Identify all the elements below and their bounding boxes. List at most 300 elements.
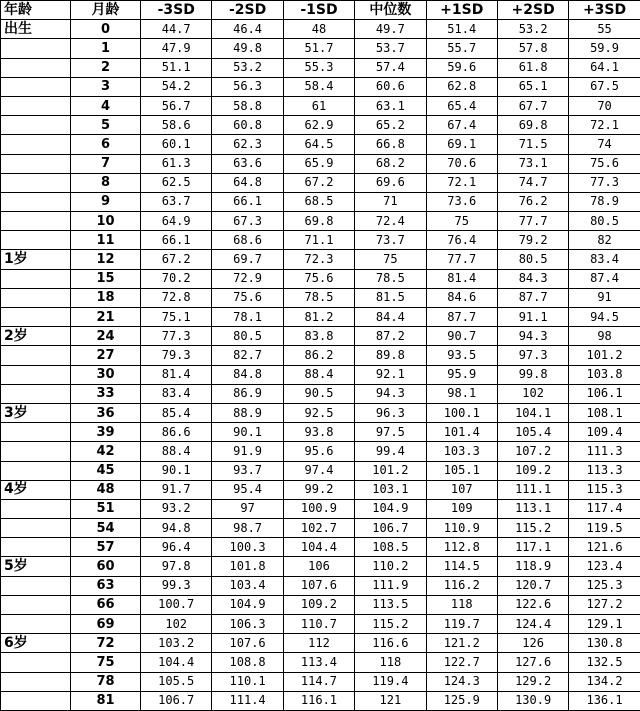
table-row xyxy=(1,403,640,422)
value-cell: 59.9 xyxy=(569,39,640,58)
value-cell: 115.3 xyxy=(569,480,640,499)
value-cell: 70 xyxy=(569,96,640,115)
value-cell: 101.4 xyxy=(426,423,497,442)
age-year-cell: 5岁 xyxy=(1,557,71,576)
value-cell: 118 xyxy=(426,595,497,614)
value-cell: 78.1 xyxy=(212,308,283,327)
value-cell: 87.4 xyxy=(569,269,640,288)
age-year-cell xyxy=(1,231,71,250)
value-cell: 49.7 xyxy=(355,20,426,39)
value-cell: 129.1 xyxy=(569,615,640,634)
table-body xyxy=(1,20,640,711)
value-cell: 80.5 xyxy=(497,250,568,269)
value-cell: 66.1 xyxy=(141,231,212,250)
value-cell: 72.3 xyxy=(283,250,354,269)
value-cell: 81.2 xyxy=(283,308,354,327)
value-cell: 115.2 xyxy=(497,519,568,538)
value-cell: 121.2 xyxy=(426,634,497,653)
value-cell: 70.2 xyxy=(141,269,212,288)
age-month-cell: 66 xyxy=(71,595,141,614)
value-cell: 95.6 xyxy=(283,442,354,461)
value-cell: 98 xyxy=(569,327,640,346)
value-cell: 96.4 xyxy=(141,538,212,557)
value-cell: 71.1 xyxy=(283,231,354,250)
value-cell: 91 xyxy=(569,288,640,307)
value-cell: 84.4 xyxy=(355,308,426,327)
table-row xyxy=(1,634,640,653)
value-cell: 53.7 xyxy=(355,39,426,58)
value-cell: 83.8 xyxy=(283,327,354,346)
value-cell: 80.5 xyxy=(569,212,640,231)
header-minus-2sd: -2SD xyxy=(212,1,283,20)
table-row xyxy=(1,39,640,58)
value-cell: 76.2 xyxy=(497,192,568,211)
value-cell: 106.1 xyxy=(569,384,640,403)
age-year-cell xyxy=(1,519,71,538)
value-cell: 93.7 xyxy=(212,461,283,480)
value-cell: 107.6 xyxy=(212,634,283,653)
value-cell: 77.3 xyxy=(141,327,212,346)
value-cell: 86.6 xyxy=(141,423,212,442)
table-row xyxy=(1,231,640,250)
value-cell: 94.8 xyxy=(141,519,212,538)
value-cell: 69.7 xyxy=(212,250,283,269)
value-cell: 73.7 xyxy=(355,231,426,250)
age-month-cell: 30 xyxy=(71,365,141,384)
value-cell: 59.6 xyxy=(426,58,497,77)
value-cell: 106 xyxy=(283,557,354,576)
value-cell: 83.4 xyxy=(569,250,640,269)
value-cell: 119.4 xyxy=(355,672,426,691)
value-cell: 75 xyxy=(355,250,426,269)
value-cell: 75.6 xyxy=(569,154,640,173)
value-cell: 84.6 xyxy=(426,288,497,307)
value-cell: 112.8 xyxy=(426,538,497,557)
table-row xyxy=(1,538,640,557)
age-month-cell: 51 xyxy=(71,499,141,518)
value-cell: 69.8 xyxy=(497,116,568,135)
value-cell: 113.5 xyxy=(355,595,426,614)
value-cell: 87.7 xyxy=(497,288,568,307)
value-cell: 109.2 xyxy=(497,461,568,480)
value-cell: 64.8 xyxy=(212,173,283,192)
value-cell: 93.5 xyxy=(426,346,497,365)
age-month-cell: 24 xyxy=(71,327,141,346)
value-cell: 111.1 xyxy=(497,480,568,499)
value-cell: 104.1 xyxy=(497,403,568,422)
value-cell: 57.8 xyxy=(497,39,568,58)
value-cell: 105.1 xyxy=(426,461,497,480)
value-cell: 71 xyxy=(355,192,426,211)
age-month-cell: 12 xyxy=(71,250,141,269)
value-cell: 69.1 xyxy=(426,135,497,154)
value-cell: 113.1 xyxy=(497,499,568,518)
value-cell: 57.4 xyxy=(355,58,426,77)
value-cell: 77.7 xyxy=(426,250,497,269)
value-cell: 46.4 xyxy=(212,20,283,39)
age-month-cell: 1 xyxy=(71,39,141,58)
value-cell: 99.2 xyxy=(283,480,354,499)
value-cell: 94.3 xyxy=(497,327,568,346)
value-cell: 108.8 xyxy=(212,653,283,672)
value-cell: 82 xyxy=(569,231,640,250)
age-year-cell xyxy=(1,96,71,115)
value-cell: 100.9 xyxy=(283,499,354,518)
value-cell: 98.1 xyxy=(426,384,497,403)
value-cell: 107.2 xyxy=(497,442,568,461)
value-cell: 67.3 xyxy=(212,212,283,231)
value-cell: 72.9 xyxy=(212,269,283,288)
value-cell: 130.9 xyxy=(497,691,568,710)
value-cell: 81.4 xyxy=(426,269,497,288)
value-cell: 114.5 xyxy=(426,557,497,576)
value-cell: 97 xyxy=(212,499,283,518)
value-cell: 101.2 xyxy=(355,461,426,480)
header-plus-2sd: +2SD xyxy=(497,1,568,20)
age-year-cell xyxy=(1,135,71,154)
age-year-cell: 4岁 xyxy=(1,480,71,499)
value-cell: 111.3 xyxy=(569,442,640,461)
value-cell: 62.8 xyxy=(426,77,497,96)
age-month-cell: 63 xyxy=(71,576,141,595)
value-cell: 108.5 xyxy=(355,538,426,557)
value-cell: 72.1 xyxy=(426,173,497,192)
age-month-cell: 21 xyxy=(71,308,141,327)
value-cell: 51.4 xyxy=(426,20,497,39)
value-cell: 95.9 xyxy=(426,365,497,384)
value-cell: 99.4 xyxy=(355,442,426,461)
value-cell: 75.1 xyxy=(141,308,212,327)
value-cell: 92.5 xyxy=(283,403,354,422)
value-cell: 68.5 xyxy=(283,192,354,211)
value-cell: 75 xyxy=(426,212,497,231)
value-cell: 119.5 xyxy=(569,519,640,538)
value-cell: 116.6 xyxy=(355,634,426,653)
age-month-cell: 10 xyxy=(71,212,141,231)
table-row xyxy=(1,116,640,135)
table-row xyxy=(1,442,640,461)
value-cell: 101.2 xyxy=(569,346,640,365)
age-year-cell xyxy=(1,499,71,518)
age-month-cell: 8 xyxy=(71,173,141,192)
value-cell: 130.8 xyxy=(569,634,640,653)
value-cell: 65.4 xyxy=(426,96,497,115)
value-cell: 108.1 xyxy=(569,403,640,422)
age-year-cell xyxy=(1,346,71,365)
value-cell: 129.2 xyxy=(497,672,568,691)
value-cell: 125.3 xyxy=(569,576,640,595)
value-cell: 72.4 xyxy=(355,212,426,231)
table-row xyxy=(1,77,640,96)
header-age-month: 月龄 xyxy=(71,1,141,20)
age-month-cell: 69 xyxy=(71,615,141,634)
value-cell: 71.5 xyxy=(497,135,568,154)
value-cell: 86.2 xyxy=(283,346,354,365)
value-cell: 102.7 xyxy=(283,519,354,538)
value-cell: 104.9 xyxy=(355,499,426,518)
value-cell: 98.7 xyxy=(212,519,283,538)
value-cell: 93.8 xyxy=(283,423,354,442)
value-cell: 114.7 xyxy=(283,672,354,691)
value-cell: 106.7 xyxy=(141,691,212,710)
table-row xyxy=(1,154,640,173)
value-cell: 93.2 xyxy=(141,499,212,518)
value-cell: 63.6 xyxy=(212,154,283,173)
table-row xyxy=(1,269,640,288)
value-cell: 103.8 xyxy=(569,365,640,384)
age-year-cell xyxy=(1,384,71,403)
age-year-cell xyxy=(1,308,71,327)
value-cell: 54.2 xyxy=(141,77,212,96)
value-cell: 116.1 xyxy=(283,691,354,710)
value-cell: 79.3 xyxy=(141,346,212,365)
value-cell: 80.5 xyxy=(212,327,283,346)
age-month-cell: 33 xyxy=(71,384,141,403)
table-row xyxy=(1,212,640,231)
value-cell: 92.1 xyxy=(355,365,426,384)
value-cell: 88.9 xyxy=(212,403,283,422)
header-minus-3sd: -3SD xyxy=(141,1,212,20)
value-cell: 97.3 xyxy=(497,346,568,365)
table-row xyxy=(1,576,640,595)
value-cell: 63.1 xyxy=(355,96,426,115)
value-cell: 115.2 xyxy=(355,615,426,634)
value-cell: 55.3 xyxy=(283,58,354,77)
value-cell: 95.4 xyxy=(212,480,283,499)
value-cell: 107 xyxy=(426,480,497,499)
value-cell: 122.7 xyxy=(426,653,497,672)
value-cell: 112 xyxy=(283,634,354,653)
value-cell: 88.4 xyxy=(141,442,212,461)
header-plus-1sd: +1SD xyxy=(426,1,497,20)
value-cell: 49.8 xyxy=(212,39,283,58)
value-cell: 121.6 xyxy=(569,538,640,557)
header-median: 中位数 xyxy=(355,1,426,20)
value-cell: 106.7 xyxy=(355,519,426,538)
header-age-year: 年龄 xyxy=(1,1,71,20)
age-month-cell: 0 xyxy=(71,20,141,39)
age-month-cell: 6 xyxy=(71,135,141,154)
value-cell: 58.6 xyxy=(141,116,212,135)
value-cell: 63.7 xyxy=(141,192,212,211)
age-year-cell xyxy=(1,442,71,461)
value-cell: 119.7 xyxy=(426,615,497,634)
value-cell: 60.8 xyxy=(212,116,283,135)
value-cell: 62.9 xyxy=(283,116,354,135)
value-cell: 83.4 xyxy=(141,384,212,403)
value-cell: 48 xyxy=(283,20,354,39)
value-cell: 64.5 xyxy=(283,135,354,154)
table-row xyxy=(1,653,640,672)
age-year-cell xyxy=(1,595,71,614)
value-cell: 77.3 xyxy=(569,173,640,192)
value-cell: 58.8 xyxy=(212,96,283,115)
value-cell: 103.3 xyxy=(426,442,497,461)
value-cell: 132.5 xyxy=(569,653,640,672)
value-cell: 66.1 xyxy=(212,192,283,211)
value-cell: 82.7 xyxy=(212,346,283,365)
value-cell: 72.8 xyxy=(141,288,212,307)
value-cell: 65.1 xyxy=(497,77,568,96)
value-cell: 73.1 xyxy=(497,154,568,173)
value-cell: 106.3 xyxy=(212,615,283,634)
age-month-cell: 48 xyxy=(71,480,141,499)
table-row xyxy=(1,288,640,307)
value-cell: 81.4 xyxy=(141,365,212,384)
age-year-cell xyxy=(1,461,71,480)
value-cell: 70.6 xyxy=(426,154,497,173)
value-cell: 68.2 xyxy=(355,154,426,173)
age-month-cell: 78 xyxy=(71,672,141,691)
value-cell: 76.4 xyxy=(426,231,497,250)
table-row xyxy=(1,192,640,211)
value-cell: 110.1 xyxy=(212,672,283,691)
age-month-cell: 15 xyxy=(71,269,141,288)
value-cell: 90.1 xyxy=(212,423,283,442)
value-cell: 90.1 xyxy=(141,461,212,480)
age-month-cell: 42 xyxy=(71,442,141,461)
value-cell: 55 xyxy=(569,20,640,39)
table-row xyxy=(1,173,640,192)
table-row xyxy=(1,308,640,327)
value-cell: 127.2 xyxy=(569,595,640,614)
value-cell: 74.7 xyxy=(497,173,568,192)
value-cell: 55.7 xyxy=(426,39,497,58)
age-year-cell: 1岁 xyxy=(1,250,71,269)
header-plus-3sd: +3SD xyxy=(569,1,640,20)
table-row xyxy=(1,346,640,365)
age-year-cell xyxy=(1,672,71,691)
value-cell: 61.8 xyxy=(497,58,568,77)
age-month-cell: 60 xyxy=(71,557,141,576)
age-month-cell: 4 xyxy=(71,96,141,115)
value-cell: 102 xyxy=(141,615,212,634)
age-year-cell: 出生 xyxy=(1,20,71,39)
value-cell: 100.3 xyxy=(212,538,283,557)
age-month-cell: 7 xyxy=(71,154,141,173)
value-cell: 110.2 xyxy=(355,557,426,576)
value-cell: 110.9 xyxy=(426,519,497,538)
value-cell: 91.9 xyxy=(212,442,283,461)
table-row xyxy=(1,20,640,39)
age-month-cell: 3 xyxy=(71,77,141,96)
value-cell: 79.2 xyxy=(497,231,568,250)
value-cell: 86.9 xyxy=(212,384,283,403)
age-year-cell xyxy=(1,288,71,307)
age-month-cell: 75 xyxy=(71,653,141,672)
value-cell: 64.9 xyxy=(141,212,212,231)
value-cell: 81.5 xyxy=(355,288,426,307)
value-cell: 97.8 xyxy=(141,557,212,576)
value-cell: 100.7 xyxy=(141,595,212,614)
age-month-cell: 2 xyxy=(71,58,141,77)
value-cell: 104.9 xyxy=(212,595,283,614)
age-month-cell: 45 xyxy=(71,461,141,480)
value-cell: 99.8 xyxy=(497,365,568,384)
value-cell: 65.2 xyxy=(355,116,426,135)
age-month-cell: 9 xyxy=(71,192,141,211)
value-cell: 102 xyxy=(497,384,568,403)
value-cell: 111.4 xyxy=(212,691,283,710)
table-row xyxy=(1,691,640,710)
value-cell: 75.6 xyxy=(283,269,354,288)
table-row xyxy=(1,96,640,115)
value-cell: 104.4 xyxy=(141,653,212,672)
value-cell: 60.6 xyxy=(355,77,426,96)
value-cell: 103.1 xyxy=(355,480,426,499)
value-cell: 47.9 xyxy=(141,39,212,58)
value-cell: 78.5 xyxy=(355,269,426,288)
age-month-cell: 27 xyxy=(71,346,141,365)
table-row xyxy=(1,519,640,538)
age-year-cell: 3岁 xyxy=(1,403,71,422)
value-cell: 103.2 xyxy=(141,634,212,653)
table-row xyxy=(1,58,640,77)
age-year-cell xyxy=(1,173,71,192)
age-year-cell xyxy=(1,615,71,634)
value-cell: 84.3 xyxy=(497,269,568,288)
value-cell: 51.1 xyxy=(141,58,212,77)
value-cell: 61.3 xyxy=(141,154,212,173)
value-cell: 53.2 xyxy=(497,20,568,39)
value-cell: 78.5 xyxy=(283,288,354,307)
age-year-cell xyxy=(1,269,71,288)
value-cell: 116.2 xyxy=(426,576,497,595)
age-year-cell xyxy=(1,58,71,77)
age-month-cell: 11 xyxy=(71,231,141,250)
value-cell: 118 xyxy=(355,653,426,672)
value-cell: 69.6 xyxy=(355,173,426,192)
value-cell: 56.7 xyxy=(141,96,212,115)
value-cell: 124.3 xyxy=(426,672,497,691)
value-cell: 99.3 xyxy=(141,576,212,595)
value-cell: 69.8 xyxy=(283,212,354,231)
table-row xyxy=(1,365,640,384)
value-cell: 107.6 xyxy=(283,576,354,595)
value-cell: 64.1 xyxy=(569,58,640,77)
value-cell: 109.4 xyxy=(569,423,640,442)
table-row xyxy=(1,250,640,269)
value-cell: 126 xyxy=(497,634,568,653)
value-cell: 118.9 xyxy=(497,557,568,576)
value-cell: 78.9 xyxy=(569,192,640,211)
value-cell: 73.6 xyxy=(426,192,497,211)
value-cell: 110.7 xyxy=(283,615,354,634)
value-cell: 121 xyxy=(355,691,426,710)
value-cell: 113.4 xyxy=(283,653,354,672)
age-year-cell xyxy=(1,538,71,557)
value-cell: 103.4 xyxy=(212,576,283,595)
header-row xyxy=(1,1,640,20)
age-year-cell xyxy=(1,154,71,173)
value-cell: 84.8 xyxy=(212,365,283,384)
value-cell: 60.1 xyxy=(141,135,212,154)
value-cell: 58.4 xyxy=(283,77,354,96)
table-row xyxy=(1,384,640,403)
age-month-cell: 18 xyxy=(71,288,141,307)
value-cell: 72.1 xyxy=(569,116,640,135)
value-cell: 123.4 xyxy=(569,557,640,576)
value-cell: 97.5 xyxy=(355,423,426,442)
age-year-cell xyxy=(1,365,71,384)
value-cell: 117.1 xyxy=(497,538,568,557)
age-month-cell: 54 xyxy=(71,519,141,538)
value-cell: 67.2 xyxy=(283,173,354,192)
value-cell: 87.2 xyxy=(355,327,426,346)
age-year-cell xyxy=(1,691,71,710)
value-cell: 125.9 xyxy=(426,691,497,710)
value-cell: 91.1 xyxy=(497,308,568,327)
